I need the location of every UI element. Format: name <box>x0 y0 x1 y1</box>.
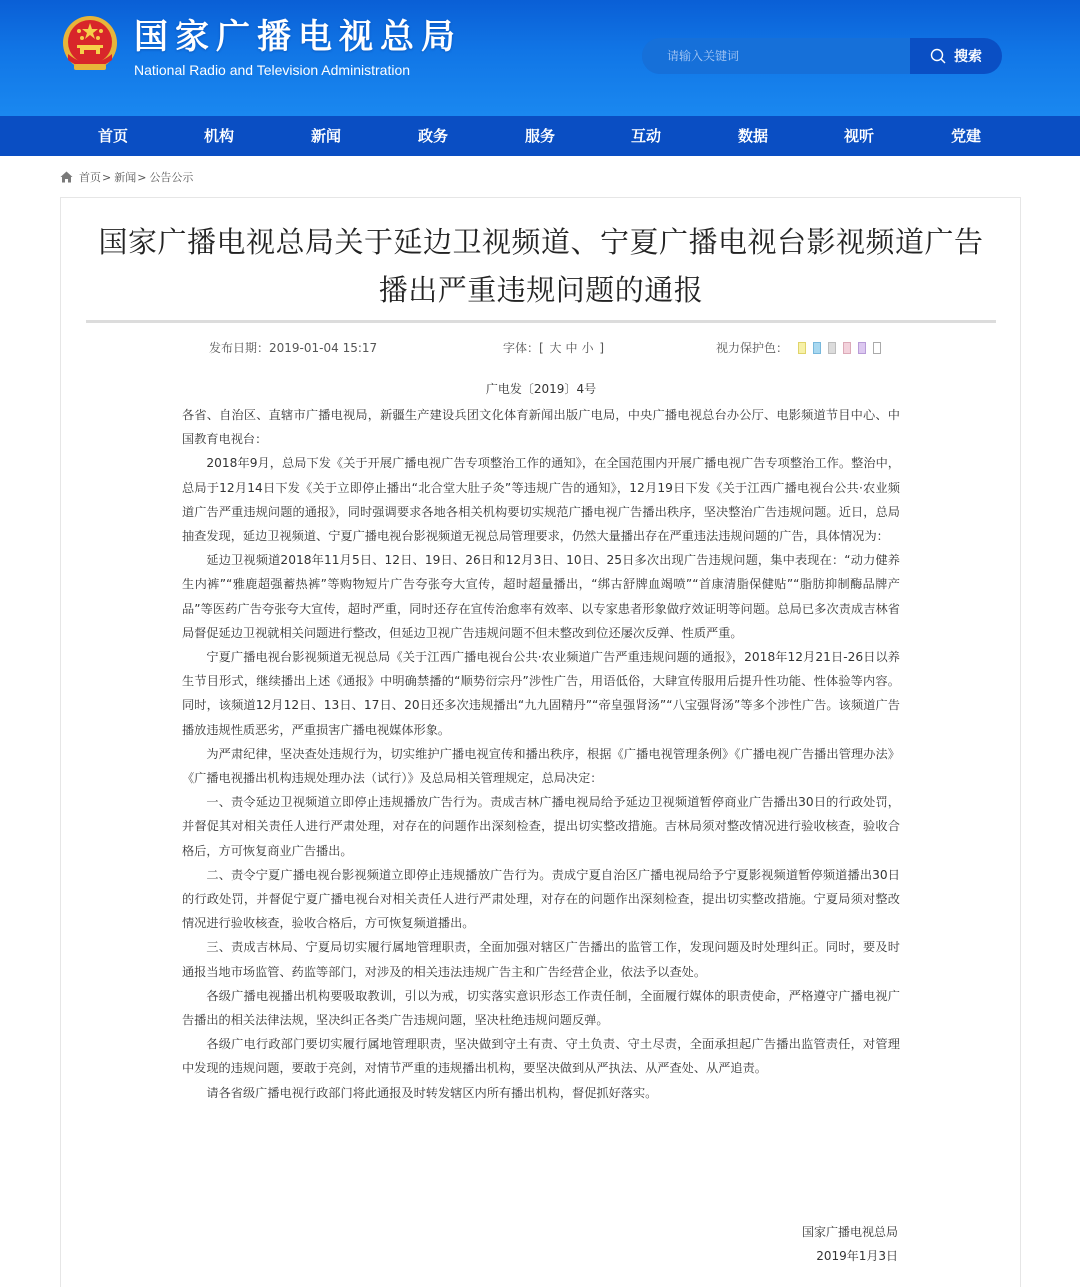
eye-care-swatch-blue[interactable] <box>813 342 821 354</box>
nav-item-home[interactable]: 首页 <box>97 127 129 145</box>
paragraph: 三、责成吉林局、宁夏局切实履行属地管理职责，全面加强对辖区广告播出的监管工作，发现问题及时处理纠正。同时，要及时通报当地市场监管、药监等部门，对涉及的相关违法违规广告主和广告经营企业，依法予以查处。 <box>182 940 900 979</box>
eye-care-label: 视力保护色： <box>716 341 789 355</box>
breadcrumb-news[interactable]: 新闻 <box>114 171 137 184</box>
nav-item-government-affairs[interactable]: 政务 <box>417 127 449 145</box>
nav-item-organization[interactable]: 机构 <box>203 127 235 145</box>
search-button[interactable] <box>910 38 1002 74</box>
issue-date: 2019年1月3日 <box>816 1249 898 1263</box>
search-button-label: 搜索 <box>954 48 982 64</box>
eye-care-swatch-pink[interactable] <box>843 342 851 354</box>
eye-care-color-selector <box>716 339 888 356</box>
breadcrumb-home[interactable]: 首页 <box>79 171 101 184</box>
signature-block <box>802 1220 898 1268</box>
site-header <box>0 0 1080 116</box>
publish-date-label: 发布日期： <box>209 341 270 355</box>
paragraph: 宁夏广播电视台影视频道无视总局《关于江西广播电视台公共·农业频道广告严重违规问题的通报》，2018年12月21日-26日以养生节目形式，继续播出上述《通报》中明确禁播的“顺势衍宗丹”涉性广告，用语低俗，大肆宣传服用后提升性功能、性体验等内容。同时，该频道12月12日、13日、17日、20日还多次违规播出“九九固精丹”“帝皇强肾汤”“八宝强肾汤”等多个涉性广告。该频道广告播放违规性质恶劣，严重损害广播电视媒体形象。 <box>182 650 900 737</box>
breadcrumb-announcements[interactable]: 公告公示 <box>149 171 194 184</box>
nav-item-news[interactable]: 新闻 <box>310 127 342 145</box>
paragraph: 为严肃纪律，坚决查处违规行为，切实维护广播电视宣传和播出秩序，根据《广播电视管理条例》《广播电视广告播出管理办法》《广播电视播出机构违规处理办法（试行）》及总局相关管理规定，总局决定： <box>182 746 900 786</box>
eye-care-swatch-yellow[interactable] <box>798 342 806 354</box>
paragraph: 请各省级广播电视行政部门将此通报及时转发辖区内所有播出机构，督促抓好落实。 <box>206 1085 658 1100</box>
paragraph: 延边卫视频道2018年11月5日、12日、19日、26日和12月3日、10日、25日多次出现广告违规问题，集中表现在：“动力健养生内裤”“雅鹿超强蓄热裤”等购物短片广告夸张夸大宣传，超时超量播出，“绑古舒牌血竭喷”“首康清脂保健贴”“脂肪抑制酶品牌产品”等医药广告夸张夸大宣传，超时严重，同时还存在宣传治愈率有效率、以专家患者形象做疗效证明等问题。总局已多次责成吉林省局督促延边卫视就相关问题进行整改，但延边卫视广告违规问题不但未整改到位还屡次反弹、性质严重。 <box>182 553 900 640</box>
salutation: 各省、自治区、直辖市广播电视局，新疆生产建设兵团文化体育新闻出版广电局，中央广播电视总台办公厅、电影频道节目中心、中国教育电视台： <box>182 408 900 447</box>
paragraph: 一、责令延边卫视频道立即停止违规播放广告行为。责成吉林广播电视局给予延边卫视频道暂停商业广告播出30日的行政处罚，并督促其对相关责任人进行严肃处理，对存在的问题作出深刻检查，提出切实整改措施。吉林局须对整改情况进行验收核查，验收合格后，方可恢复商业广告播出。 <box>182 795 900 858</box>
site-title-cn[interactable]: 国家广播电视总局 <box>134 17 462 57</box>
paragraph: 各级广播电视播出机构要吸取教训，引以为戒，切实落实意识形态工作责任制，全面履行媒体的职责使命，严格遵守广播电视广告播出的相关法律法规，坚决纠正各类广告违规问题，坚决杜绝违规问题反弹。 <box>182 988 900 1028</box>
national-emblem-icon[interactable] <box>60 14 120 76</box>
font-size-large[interactable]: 大 <box>549 341 562 355</box>
search-icon <box>930 48 946 64</box>
bracket-open: [ <box>539 341 544 355</box>
title-divider <box>86 320 996 323</box>
font-size-medium[interactable]: 中 <box>565 341 578 355</box>
paragraph: 二、责令宁夏广播电视台影视频道立即停止违规播放广告行为。责成宁夏自治区广播电视局给予宁夏影视频道暂停频道播出30日的行政处罚，并督促宁夏广播电视台对相关责任人进行严肃处理，对存在的问题作出深刻检查，提出切实整改措施。宁夏局须对整改情况进行验收核查，验收合格后，方可恢复频道播出。 <box>182 867 900 931</box>
main-nav <box>0 116 1080 156</box>
breadcrumb <box>60 168 193 186</box>
bracket-close: ] <box>599 341 605 355</box>
site-title-en: National Radio and Television Administration <box>134 62 411 78</box>
article-title: 国家广播电视总局关于延边卫视频道、宁夏广播电视台影视频道广告播出严重违规问题的通报 <box>98 225 984 307</box>
home-icon[interactable] <box>60 171 73 183</box>
search-bar <box>642 38 1002 74</box>
document-number: 广电发〔2019〕4号 <box>485 382 597 396</box>
font-size-small[interactable]: 小 <box>581 341 594 355</box>
breadcrumb-separator: > <box>102 170 112 184</box>
paragraph: 2018年9月，总局下发《关于开展广播电视广告专项整治工作的通知》，在全国范围内开展广播电视广告专项整治工作。整治中，总局于12月14日下发《关于立即停止播出“北合堂大肚子灸”等违规广告的通知》，12月19日下发《关于江西广播电视台公共·农业频道广告严重违规问题的通报》，同时强调要求各地各相关机构要切实规范广播电视广告播出秩序，坚决整治广告违规问题。近日，总局抽查发现，延边卫视频道、宁夏广播电视台影视频道无视总局管理要求，仍然大量播出存在严重违法违规问题的广告，具体情况为： <box>182 456 900 544</box>
publish-date <box>209 339 377 356</box>
nav-item-interaction[interactable]: 互动 <box>630 127 662 145</box>
nav-item-audiovisual[interactable]: 视听 <box>843 127 875 145</box>
font-size-selector <box>503 339 604 356</box>
font-size-label: 字体： <box>503 341 540 355</box>
issuer-name: 国家广播电视总局 <box>801 1225 898 1239</box>
eye-care-swatch-purple[interactable] <box>858 342 866 354</box>
publish-date-value: 2019-01-04 15:17 <box>269 341 378 355</box>
nav-item-party-building[interactable]: 党建 <box>950 127 982 145</box>
eye-care-swatch-gray[interactable] <box>828 342 836 354</box>
nav-item-data[interactable]: 数据 <box>737 127 769 145</box>
paragraph: 各级广电行政部门要切实履行属地管理职责，坚决做到守土有责、守土负责、守土尽责，全面承担起广告播出监管责任，对管理中发现的违规问题，要敢于亮剑，对情节严重的违规播出机构，要坚决做到从严执法、从严查处、从严追责。 <box>182 1037 900 1076</box>
eye-care-swatch-white[interactable] <box>873 342 881 354</box>
article-body <box>182 403 900 1105</box>
nav-item-services[interactable]: 服务 <box>524 127 556 145</box>
article-container <box>60 197 1021 1287</box>
search-input[interactable] <box>642 38 910 74</box>
breadcrumb-separator: > <box>137 170 147 184</box>
